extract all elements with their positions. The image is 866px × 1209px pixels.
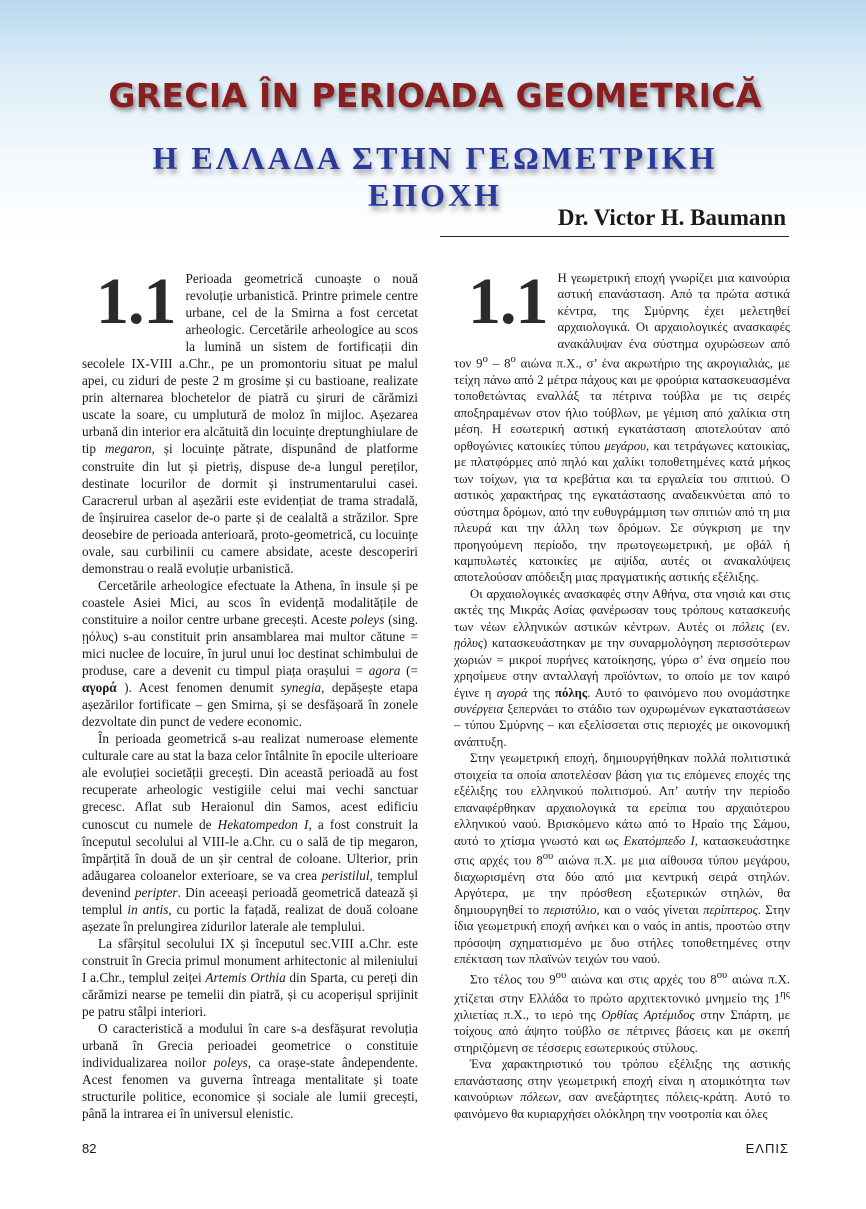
page-number: 82 xyxy=(82,1141,97,1156)
paragraph-4: Στο τέλος του $9^{o\upsilon}$ αιώνα και στις αρχές του $8^{o\upsilon}$ αιώνα π.Χ. χτίζεται στην Ελλάδα το πρώτο αρχιτεκτονικό μνημείο της $1^{\eta\varsigma}$ χιλιετίας π.Χ., το ιερό της Ορθίας Αρτέμιδος στην Σπάρτη, με τοίχους από άψητο τούβλο σε πέτρινες βάσεις και με σκεπή στηριζόμενη σε τέσσερις εσωτερικούς στύλους. xyxy=(454,969,791,1055)
title-romanian: GRECIA ÎN PERIOADA GEOMETRICĂ xyxy=(108,76,762,115)
paragraph-3: În perioada geometrică s-au realizat numeroase elemente culturale care au stat la baza celor întâlnite în epocile ulterioare ale evoluției societății grecești. Din această perioadă au fost recuperate arheologic vestigiile celui mai vechi sanctuar grecesc. Aflat sub Heraionul din Samos, acest edificiu cunoscut cu numele de Hekatompedon I, a fost construit la începutul secolului al VIII-le a.Chr. cu o sală de tip megaron, împărțită în două de un șir central de coloane. Ulterior, prin adăugarea coloanelor exterioare, se va crea peristilul, templul devenind peripter. Din aceeași perioadă geometrică datează și templul in antis, cu portic la fațadă, realizat de două coloane așezate în prelungirea zidurilor laterale ale templului. xyxy=(82,731,419,934)
article-column-romanian xyxy=(82,265,419,1122)
article-column-greek xyxy=(454,265,791,1122)
section-number-dropcap: 1.1 xyxy=(468,265,548,338)
paragraph-2: Cercetările arheologice efectuate la Athena, în insule și pe coastele Asiei Mici, au scos în evidență modalitățile de constituire a noilor centre urbane grecești. Aceste poleys (sing. ῃόλυς) s-au constituit prin ansamblarea mai multor cătune = mici nuclee de locuire, în jurul unui loc destinat schimbului de produse, care a devenit cu timpul piața orașului = agora (= αγορά ). Acest fenomen denumit synegia, depășește etapa așezărilor fortificate – gen Smirna, și se desfășoară în zonele dezvoltate din punct de vedere economic. xyxy=(82,577,418,730)
paragraph-3: Στην γεωμετρική εποχή, δημιουργήθηκαν πολλά πολιτιστικά στοιχεία τα οποία αποτελέσαν βάση για τις επόμενες εποχές της εξέλιξης του ελληνικού πολιτισμού. Απ’ αυτήν την περίοδο επαναφέρθηκαν αρχαιολογικά τα ερείπια του αρχαιότερου ελληνικού ναού. Βρισκόμενο κάτω από το Ηραίο της Σάμου, αυτό το χτίσμα γνωστό και ως Εκατόμπεδο I, κατασκευάστηκε στις αρχές του $8^{o\upsilon}$ αιώνα π.Χ. με μια αίθουσα τύπου μεγάρου, διαχωρισμένη στα δύο από μια κεντρική σειρά στηλών. Αργότερα, με την πρόσθεση εξωτερικών στηλών, θα δημιουργηθεί το περιστύλιο, και ο ναός γίνεται περίπτερος. Στην ίδια γεωμετρική εποχή ανήκει και ο ναός in antis, προστώο στην πρόσοψη σχηματισμένο με δυο στήλες τοποθετημένες στην επέκταση των πλαϊνών τειχών του ναού. xyxy=(454,751,791,967)
section-number-dropcap: 1.1 xyxy=(96,265,176,338)
paragraph-1: 1.1 Perioada geometrică cunoaște o nouă revoluție urbanistică. Printre primele centre urbane, cel de la Smirna a fost cercetat arheologic. Cercetările arheologice au scos la lumină un sistem de fortificații din secolele IX-VIII a.Chr., pe un promontoriu situat pe malul apei, cu ziduri de peste 2 m grosime și cu bastioane, realizate prin alternarea blochetelor de piatră cu șiruri de cărămizi uscate la soare, cu umplutură de moloz în mijloc. Așezarea urbană din interior era alcătuită din locuințe dreptunghiulare de tip megaron, și locuințe pătrate, dispunând de platforme construite din lut și pietriș, dispuse de-a lungul pereților, destinate locurilor de dormit și instrumentarului casei. Caracrerul urban al așezării este evidențiat de trama stradală, de înșiruirea caselor de-o parte și de cealaltă a străzilor. Spre deosebire de perioada anterioară, proto-geometrică, cu locuințe ovale, sau curbilinii cu camere absidate, aceste descoperiri demonstrau o reală evoluție urbanistică. xyxy=(82,265,418,576)
author-underline xyxy=(440,236,789,237)
paragraph-4: La sfârșitul secolului IX și începutul sec.VIII a.Chr. este construit în Grecia primul monument arhitectonic al mileniului I a.Chr., templul zeiței Artemis Orthia din Sparta, cu pereți din cărămizi nearse pe temelii din piatră, și cu acoperișul sprijinit pe patru stâlpi interiori. xyxy=(82,935,418,1020)
paragraph-1: 1.1 Η γεωμετρική εποχή γνωρίζει μια καινούρια αστική επανάσταση. Από τα πρώτα αστικά κέντρα, της Σμύρνης έχει μελετηθεί αρχαιολογικά. Οι αρχαιολογικές ανασκαφές ανακάλυψαν ένα σύστημα οχυρώσεων από τον $9^o - 8^o$ αιώνα π.Χ., σ’ ένα ακρωτήριο της ακρογιαλιάς, με τείχη πάνω από 2 μέτρα πάχους και με φρούρια κατασκευασμένα τοποθετώντας εναλλάξ τα πέτρινα τούβλα με τις σειρές αποξηραμένων στον ήλιο τούβλων, με γέμιση από χαλίκια στη μέση. Η εσωτερική αστική εγκατάσταση αποτελούταν από ορθογώνιες κατοικίες τύπου μεγάρου, και τετράγωνες κατοικίας, με πλατφόρμες από πηλό και χαλίκι τοποθετημένες κατά μήκος των τοίχων, για τα κρεβάτια και τα εργαλεία του σπιτιού. Ο αστικός χαρακτήρας της εγκατάστασης αναδεικνύεται από το σύστημα δρόμων, από την ευθυγράμμιση των σπιτιών από τη μια πλευρά και την άλλη των δρόμων. Σε σύγκριση με την προηγούμενη περίοδο, την πρωτογεωμετρική, με οβάλ ή καμπυλωτές κατοικίες με αψίδα, αυτές οι ανακαλύψεις αποτελούσαν απόδειξη μιας πραγματικής αστικής εξέλιξης. xyxy=(454,265,791,585)
author-name: Dr. Victor H. Baumann xyxy=(557,205,786,230)
journal-name: ΕΛΠΙΣ xyxy=(745,1141,789,1156)
paragraph-5: O caracteristică a modului în care s-a desfășurat revoluția urbană în Grecia perioadei geometrice o constituie individualizarea noilor poleys, ca orașe-state ândependente. Acest fenomen va guverna întreaga mentalitate și toate structurile politice, economice și sociale ale lumii grecești, până la intrarea ei în universul elenistic. xyxy=(82,1021,418,1122)
title-greek: Η ΕΛΛΑΔΑ ΣΤΗΝ ΓΕΩΜΕΤΡΙΚΗ ΕΠΟΧΗ xyxy=(152,140,718,213)
paragraph-5: Ένα χαρακτηριστικό του τρόπου εξέλιξης της αστικής επανάστασης στην γεωμετρική εποχή είναι η ατομικότητα των καινούριων πόλεων, σαν ανεξάρτητες πόλεις-κράτη. Αυτό το φαινόμενο θα κυριαρχήσει ολόκληρη την νοοτροπία και όλες xyxy=(454,1057,790,1121)
paragraph-2: Οι αρχαιολογικές ανασκαφές στην Αθήνα, στα νησιά και στις ακτές της Μικράς Ασίας φανέρωσαν τους τρόπους κατασκευής των νέων ελληνικών αστικών κέντρων. Αυτές οι πόλεις (εν. ῃόλυς) κατασκευάστηκαν με την συναρμολόγηση περισσότερων χωριών = μικροί πυρήνες κατοίκησης, γύρω σ’ ένα σημείο που χρησίμευε στην ανταλλαγή προϊόντων, το οποίο με τον καιρό έγινε η αγορά της πόλης. Αυτό το φαινόμενο που ονομάστηκε συνέργεια ξεπερνάει το στάδιο των οχυρωμένων εγκαταστάσεων – τύπου Σμύρνης – και εξελίσσεται στις περιοχές με οικονομική ανάπτυξη. xyxy=(454,586,790,749)
